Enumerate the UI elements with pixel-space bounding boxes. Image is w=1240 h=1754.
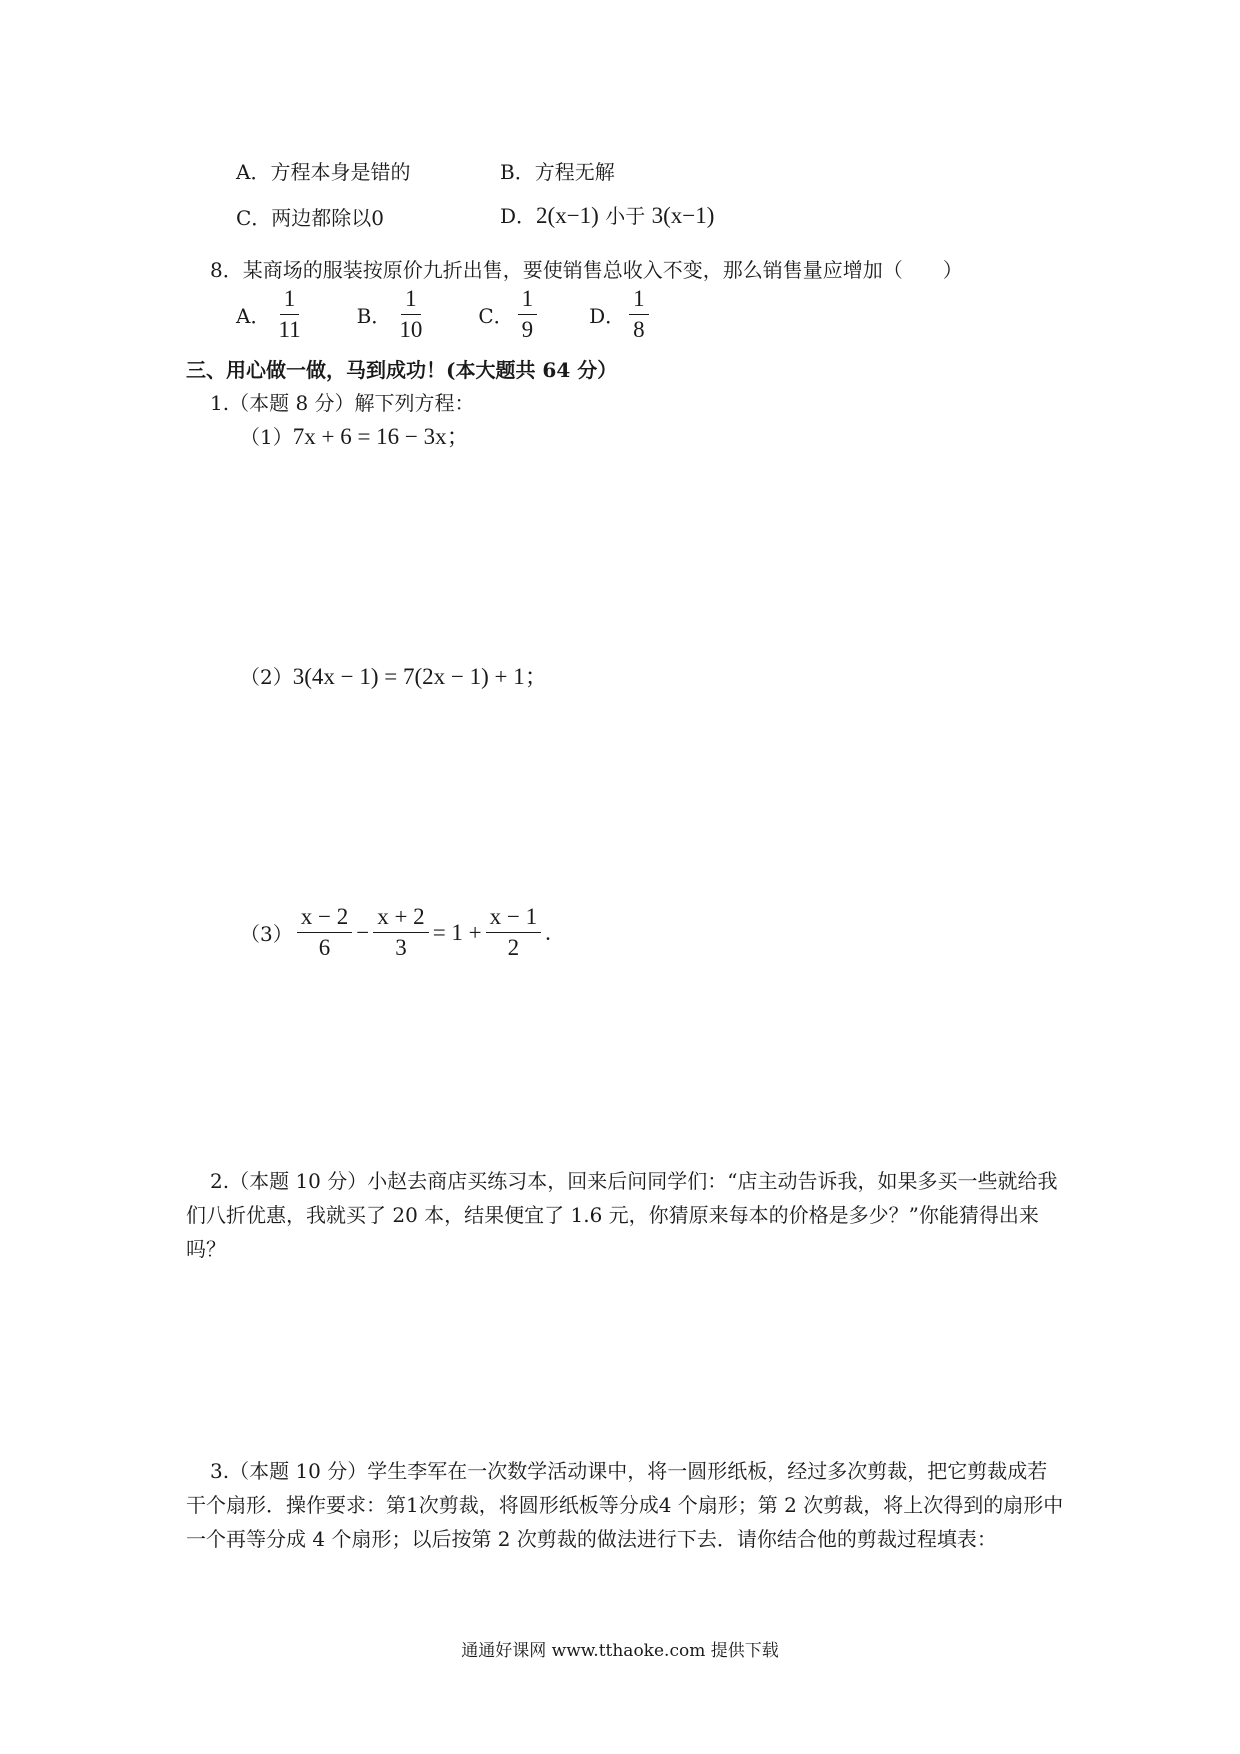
q7-option-d-mid: 小于 [598, 204, 652, 228]
q8-option-b-fraction [395, 286, 426, 344]
equation-2-label: （2） [240, 665, 293, 689]
fraction-denominator: 6 [318, 935, 331, 961]
q7-option-c: C．两边都除以0 [236, 206, 385, 230]
fraction-numerator: 1 [629, 286, 649, 315]
problem-2-text: 2.（本题 10 分）小赵去商店买练习本，回来后问同学们：“店主动告诉我，如果多买一些就给我们八折优惠，我就买了 20 本，结果便宜了 1.6 元，你猜原来每本的价格是多少？”你能猜得出来吗？ [186, 1169, 1058, 1261]
q7-option-b: B．方程无解 [500, 160, 615, 184]
equation-3-end: . [545, 919, 551, 945]
equation-3-equals-one-plus: = 1 + [432, 919, 482, 945]
equation-1-body: 7x + 6 = 16 − 3x； [292, 424, 470, 449]
fraction-numerator: 1 [401, 286, 421, 315]
q8-option-b-label: B． [356, 304, 392, 329]
equation-1-label: （1） [240, 425, 293, 449]
fraction-numerator: 1 [280, 286, 300, 315]
fraction-denominator: 9 [521, 317, 534, 343]
problem-1-stem: 1.（本题 8 分）解下列方程： [210, 391, 475, 415]
q8-option-d-label: D． [589, 304, 626, 329]
q7-option-a: A．方程本身是错的 [236, 160, 411, 184]
q8-option-c-fraction [518, 286, 538, 344]
section-3-heading: 三、用心做一做，马到成功！(本大题共 64 分） [186, 358, 618, 382]
equation-3-fraction-3 [486, 904, 541, 962]
equation-3-minus: − [356, 919, 370, 945]
fraction-denominator: 3 [395, 935, 407, 961]
problem-1-equation-2 [240, 658, 548, 691]
q8-option-b [357, 286, 431, 344]
q8-option-c [478, 286, 541, 344]
problem-3-text: 3.（本题 10 分）学生李军在一次数学活动课中，将一圆形纸板，经过多次剪裁，把它剪裁成若干个扇形．操作要求：第1次剪裁，将圆形纸板等分成4 个扇形；第 2 次剪裁，将上次得到的扇形中一个再等分成 4 个扇形；以后按第 2 次剪裁的做法进行下去．请你结合他的剪裁过程填表： [186, 1459, 1064, 1551]
q8-option-a-label: A． [236, 304, 271, 329]
q8-option-a-fraction [274, 286, 304, 344]
q7-option-d-expr1: 2(x−1) [536, 203, 599, 228]
fraction-numerator: 1 [518, 286, 538, 315]
equation-3-fraction-2 [373, 904, 428, 962]
q7-option-d-expr2: 3(x−1) [651, 203, 715, 228]
equation-3-label: （3） [240, 922, 293, 947]
problem-1-equation-3 [240, 904, 551, 962]
q8-option-d-fraction [629, 286, 649, 344]
q8-option-a [236, 286, 309, 344]
q8-options [236, 286, 653, 344]
q7-option-d [500, 200, 714, 229]
fraction-numerator: x − 2 [297, 904, 352, 933]
fraction-numerator: x + 2 [373, 904, 428, 933]
q8-stem: 8．某商场的服装按原价九折出售，要使销售总收入不变，那么销售量应增加（ ） [210, 258, 963, 282]
fraction-denominator: 10 [399, 317, 423, 343]
fraction-denominator: 11 [278, 317, 301, 343]
q8-option-d [589, 286, 653, 344]
fraction-numerator: x − 1 [486, 904, 541, 933]
q7-option-d-label: D． [500, 204, 537, 228]
equation-3-fraction-1 [297, 904, 352, 962]
problem-1-equation-1 [240, 418, 470, 451]
q8-option-c-label: C． [478, 304, 514, 329]
fraction-denominator: 2 [507, 935, 520, 961]
fraction-denominator: 8 [633, 317, 645, 343]
page-footer: 通通好课网 www.tthaoke.com 提供下载 [461, 1641, 779, 1661]
equation-2-body: 3(4x − 1) = 7(2x − 1) + 1； [292, 664, 548, 689]
